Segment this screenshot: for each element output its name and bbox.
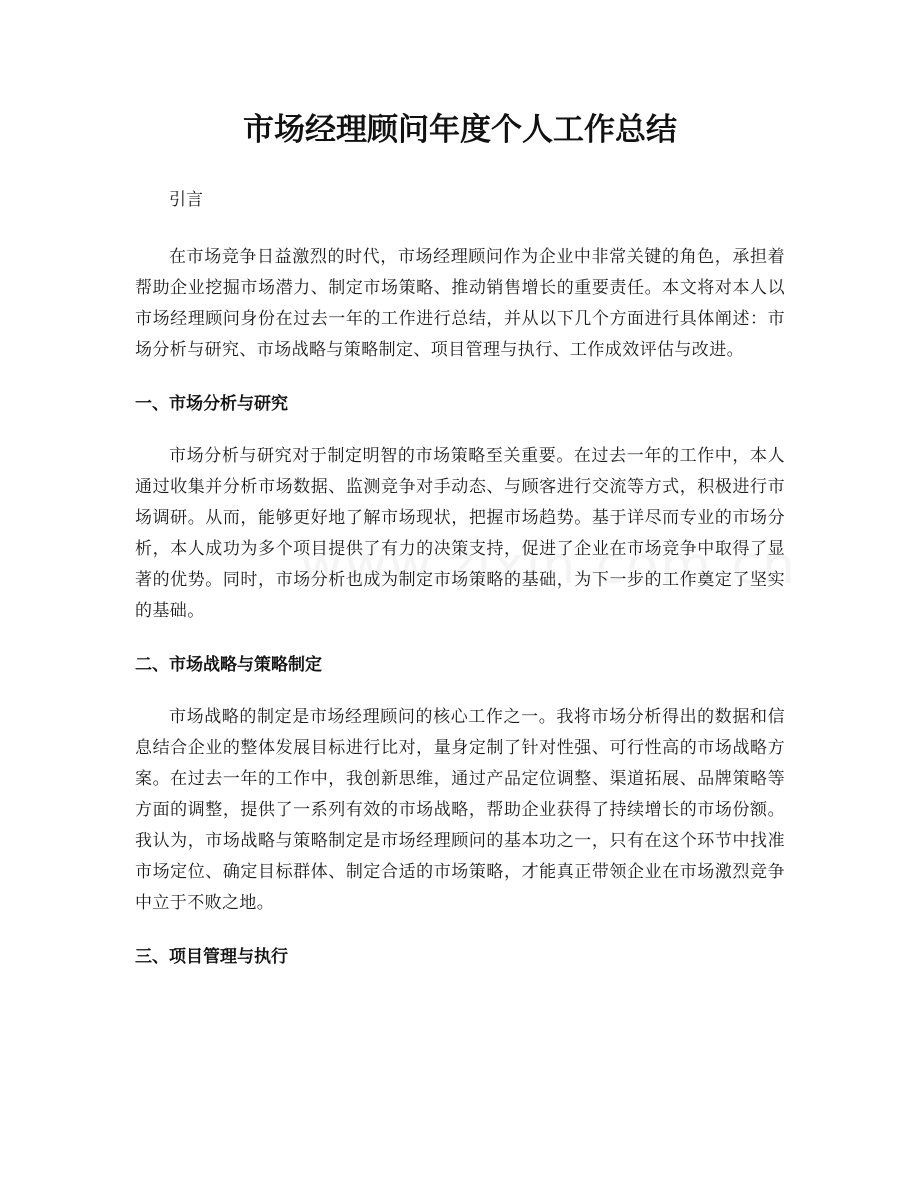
intro-label: 引言 xyxy=(169,190,203,210)
spacer xyxy=(135,627,785,650)
section-paragraph-market-strategy: 市场战略的制定是市场经理顾问的核心工作之一。我将市场分析得出的数据和信息结合企业的整体发展目标进行比对，量身定制了针对性强、可行性高的市场战略方案。在过去一年的工作中，我创新思维，通过产品定位调整、渠道拓展、品牌策略等方面的调整，提供了一系列有效的市场战略，帮助企业获得了持续增长的市场份额。我认为，市场战略与策略制定是市场经理顾问的基本功之一，只有在这个环节中找准市场定位、确定目标群体、制定合适的市场策略，才能真正带领企业在市场激烈竞争中立于不败之地。 xyxy=(135,707,785,913)
document-body xyxy=(135,184,785,972)
spacer xyxy=(135,217,785,242)
intro-paragraph: 在市场竞争日益激烈的时代，市场经理顾问作为企业中非常关键的角色，承担着帮助企业挖掘市场潜力、制定市场策略、推动销售增长的重要责任。本文将对本人以市场经理顾问身份在过去一年的工作进行总结，并从以下几个方面进行具体阐述：市场分析与研究、市场战略与策略制定、项目管理与执行、工作成效评估与改进。 xyxy=(135,247,785,360)
spacer xyxy=(135,919,785,942)
section-heading-market-analysis: 一、市场分析与研究 xyxy=(135,394,288,414)
spacer xyxy=(135,366,785,389)
section-heading-project-management: 三、项目管理与执行 xyxy=(135,947,288,967)
section-heading-market-strategy: 二、市场战略与策略制定 xyxy=(135,655,322,675)
spacer xyxy=(135,419,785,441)
document-title: 市场经理顾问年度个人工作总结 xyxy=(243,112,677,148)
spacer xyxy=(135,680,785,702)
section-paragraph-market-analysis: 市场分析与研究对于制定明智的市场策略至关重要。在过去一年的工作中，本人通过收集并分析市场数据、监测竞争对手动态、与顾客进行交流等方式，积极进行市场调研。从而，能够更好地了解市场现状，把握市场趋势。基于详尽而专业的市场分析，本人成功为多个项目提供了有力的决策支持，促进了企业在市场竞争中取得了显著的优势。同时，市场分析也成为制定市场策略的基础，为下一步的工作奠定了坚实的基础。 xyxy=(135,446,785,621)
